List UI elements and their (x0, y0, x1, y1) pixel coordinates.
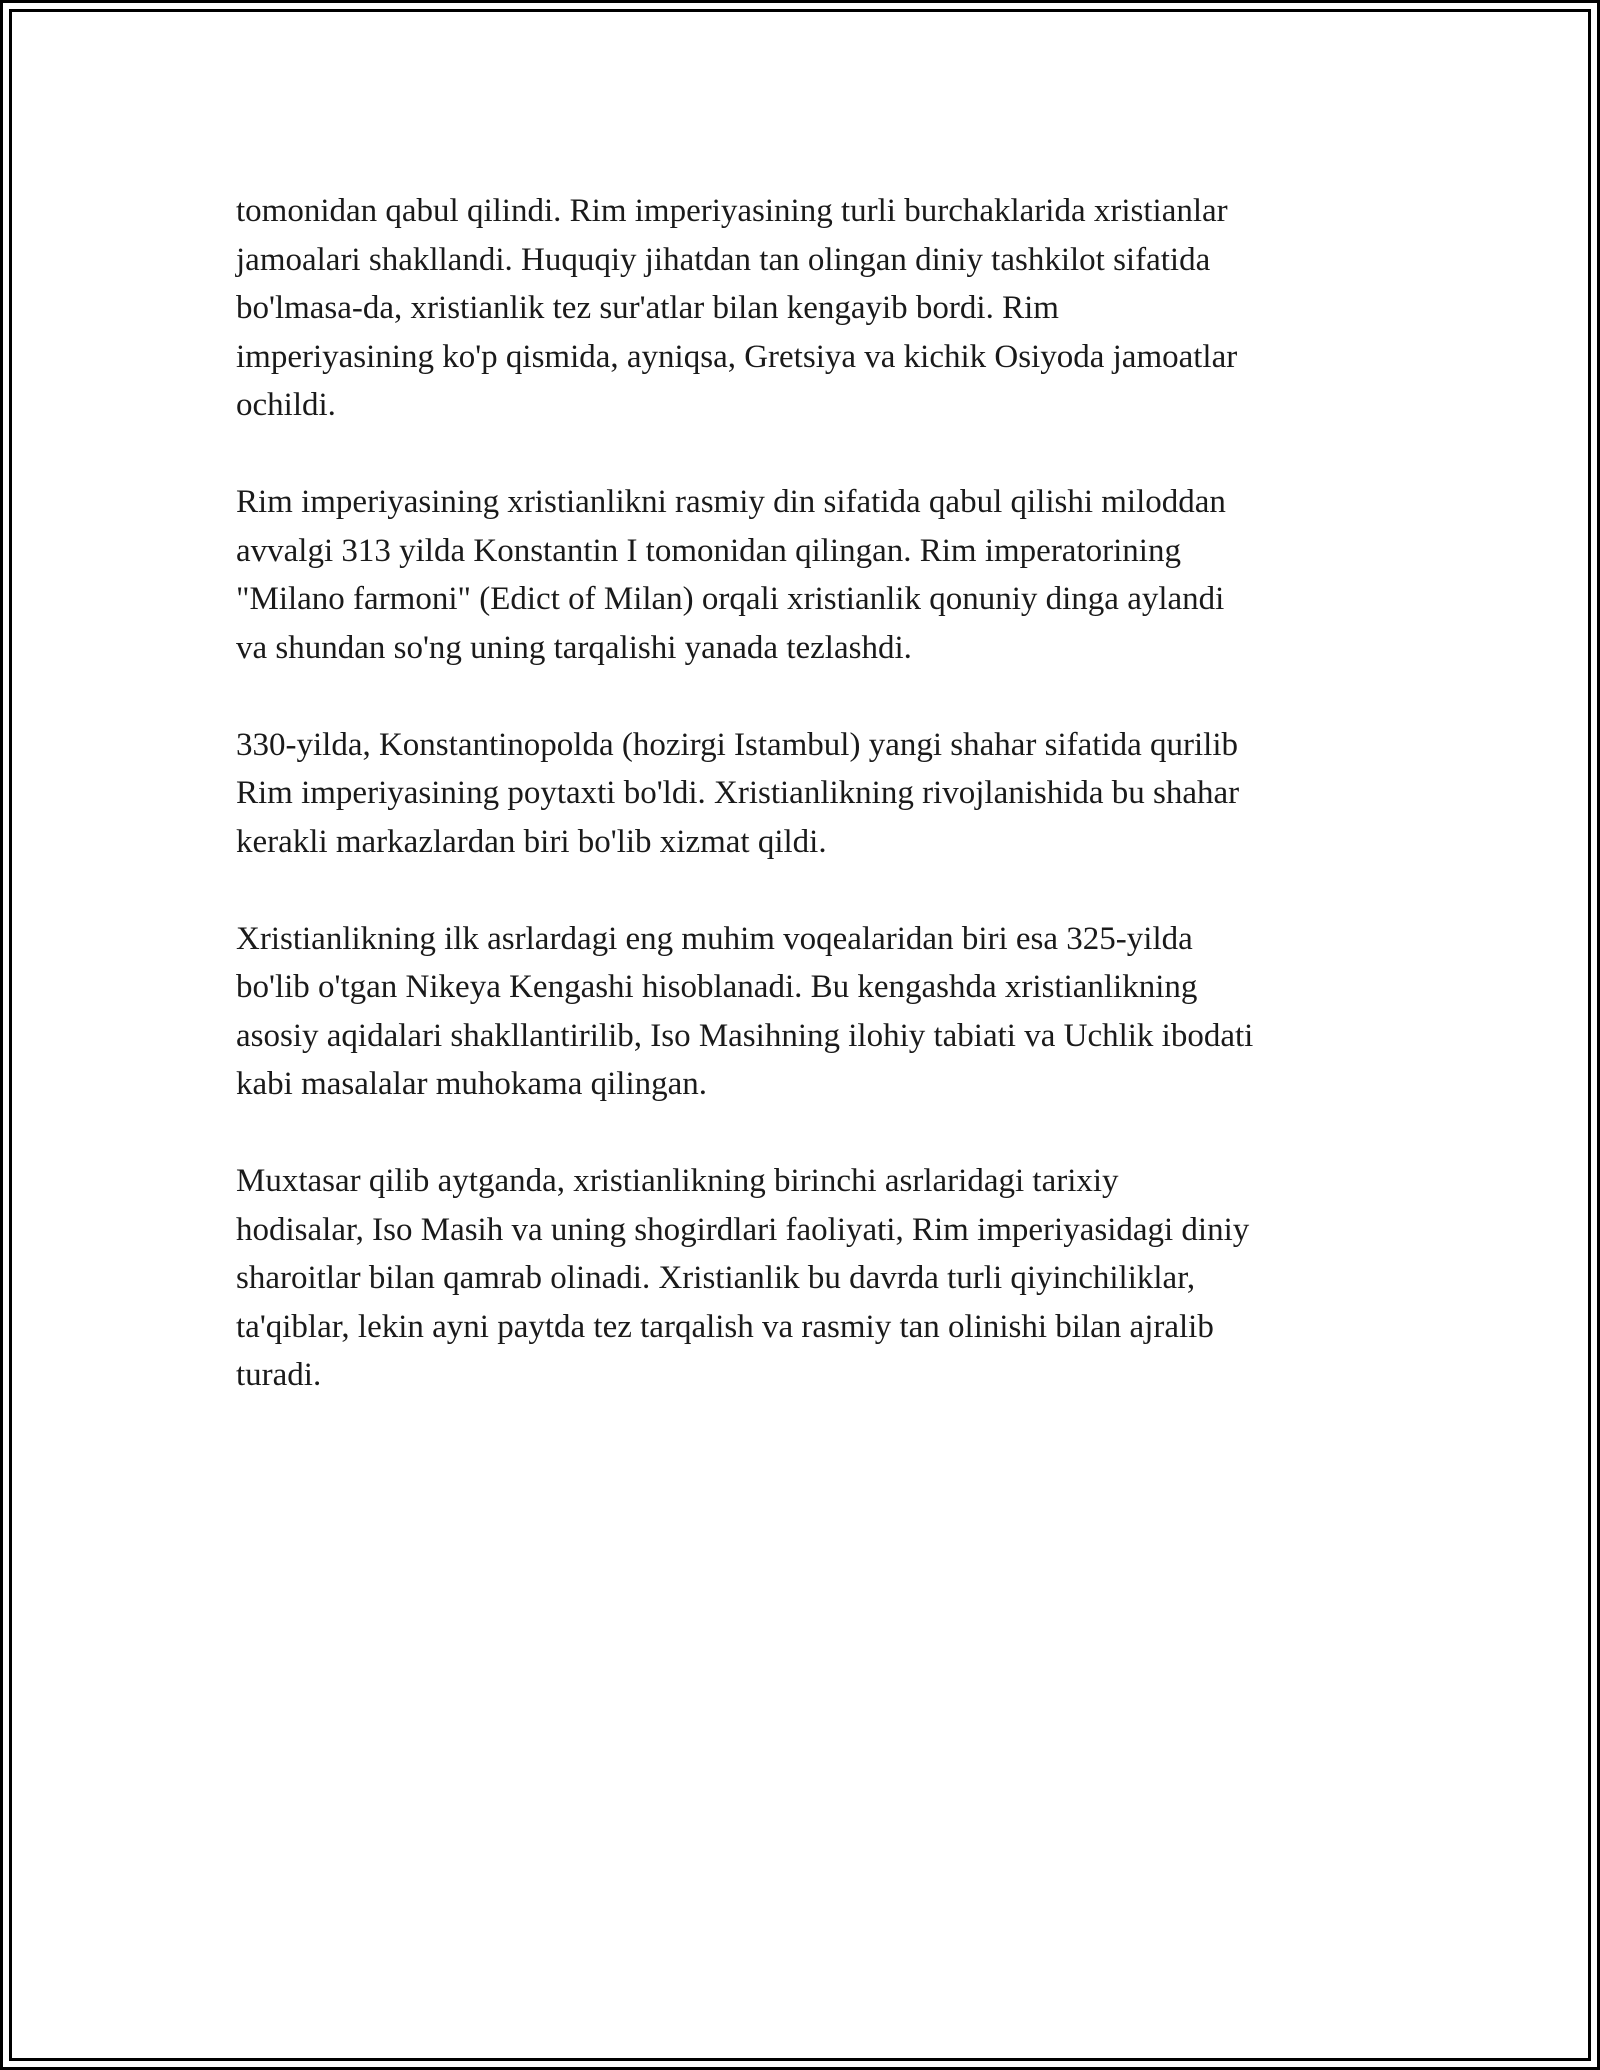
paragraph-spread-of-christianity: tomonidan qabul qilindi. Rim imperiyasining turli burchaklarida xristianlar jamoalari shakllandi. Huquqiy jihatdan tan olingan diniy tashkilot sifatida bo'lmasa-da, xristianlik tez sur'atlar bilan kengayib bordi. Rim imperiyasining ko'p qismida, ayniqsa, Gretsiya va kichik Osiyoda jamoatlar ochildi. (236, 193, 1238, 423)
paragraph-council-of-nicaea: Xristianlikning ilk asrlardagi eng muhim voqealaridan biri esa 325-yilda bo'lib o'tgan Nikeya Kengashi hisoblanadi. Bu kengashda xristianlikning asosiy aqidalari shakllantirilib, Iso Masihning ilohiy tabiati va Uchlik ibodati kabi masalalar muhokama qilingan. (236, 920, 1254, 1102)
paragraph-constantinople: 330-yilda, Konstantinopolda (hozirgi Istambul) yangi shahar sifatida qurilib Rim imperiyasining poytaxti bo'ldi. Xristianlikning rivojlanishida bu shahar kerakli markazlardan biri bo'lib xizmat qildi. (236, 726, 1240, 860)
paragraph-edict-of-milan: Rim imperiyasining xristianlikni rasmiy din sifatida qabul qilishi miloddan avvalgi 313 yilda Konstantin I tomonidan qilingan. Rim imperatorining "Milano farmoni" (Edict of Milan) orqali xristianlik qonuniy dinga aylandi va shundan so'ng uning tarqalishi yanada tezlashdi. (236, 484, 1226, 666)
paragraph-summary: Muxtasar qilib aytganda, xristianlikning birinchi asrlaridagi tarixiy hodisalar, Iso Masih va uning shogirdlari faoliyati, Rim imperiyasidagi diniy sharoitlar bilan qamrab olinadi. Xristianlik bu davrda turli qiyinchiliklar, ta'qiblar, lekin ayni paytda tez tarqalish va rasmiy tan olinishi bilan ajralib turadi. (236, 1163, 1250, 1393)
document-body (236, 187, 1376, 1448)
